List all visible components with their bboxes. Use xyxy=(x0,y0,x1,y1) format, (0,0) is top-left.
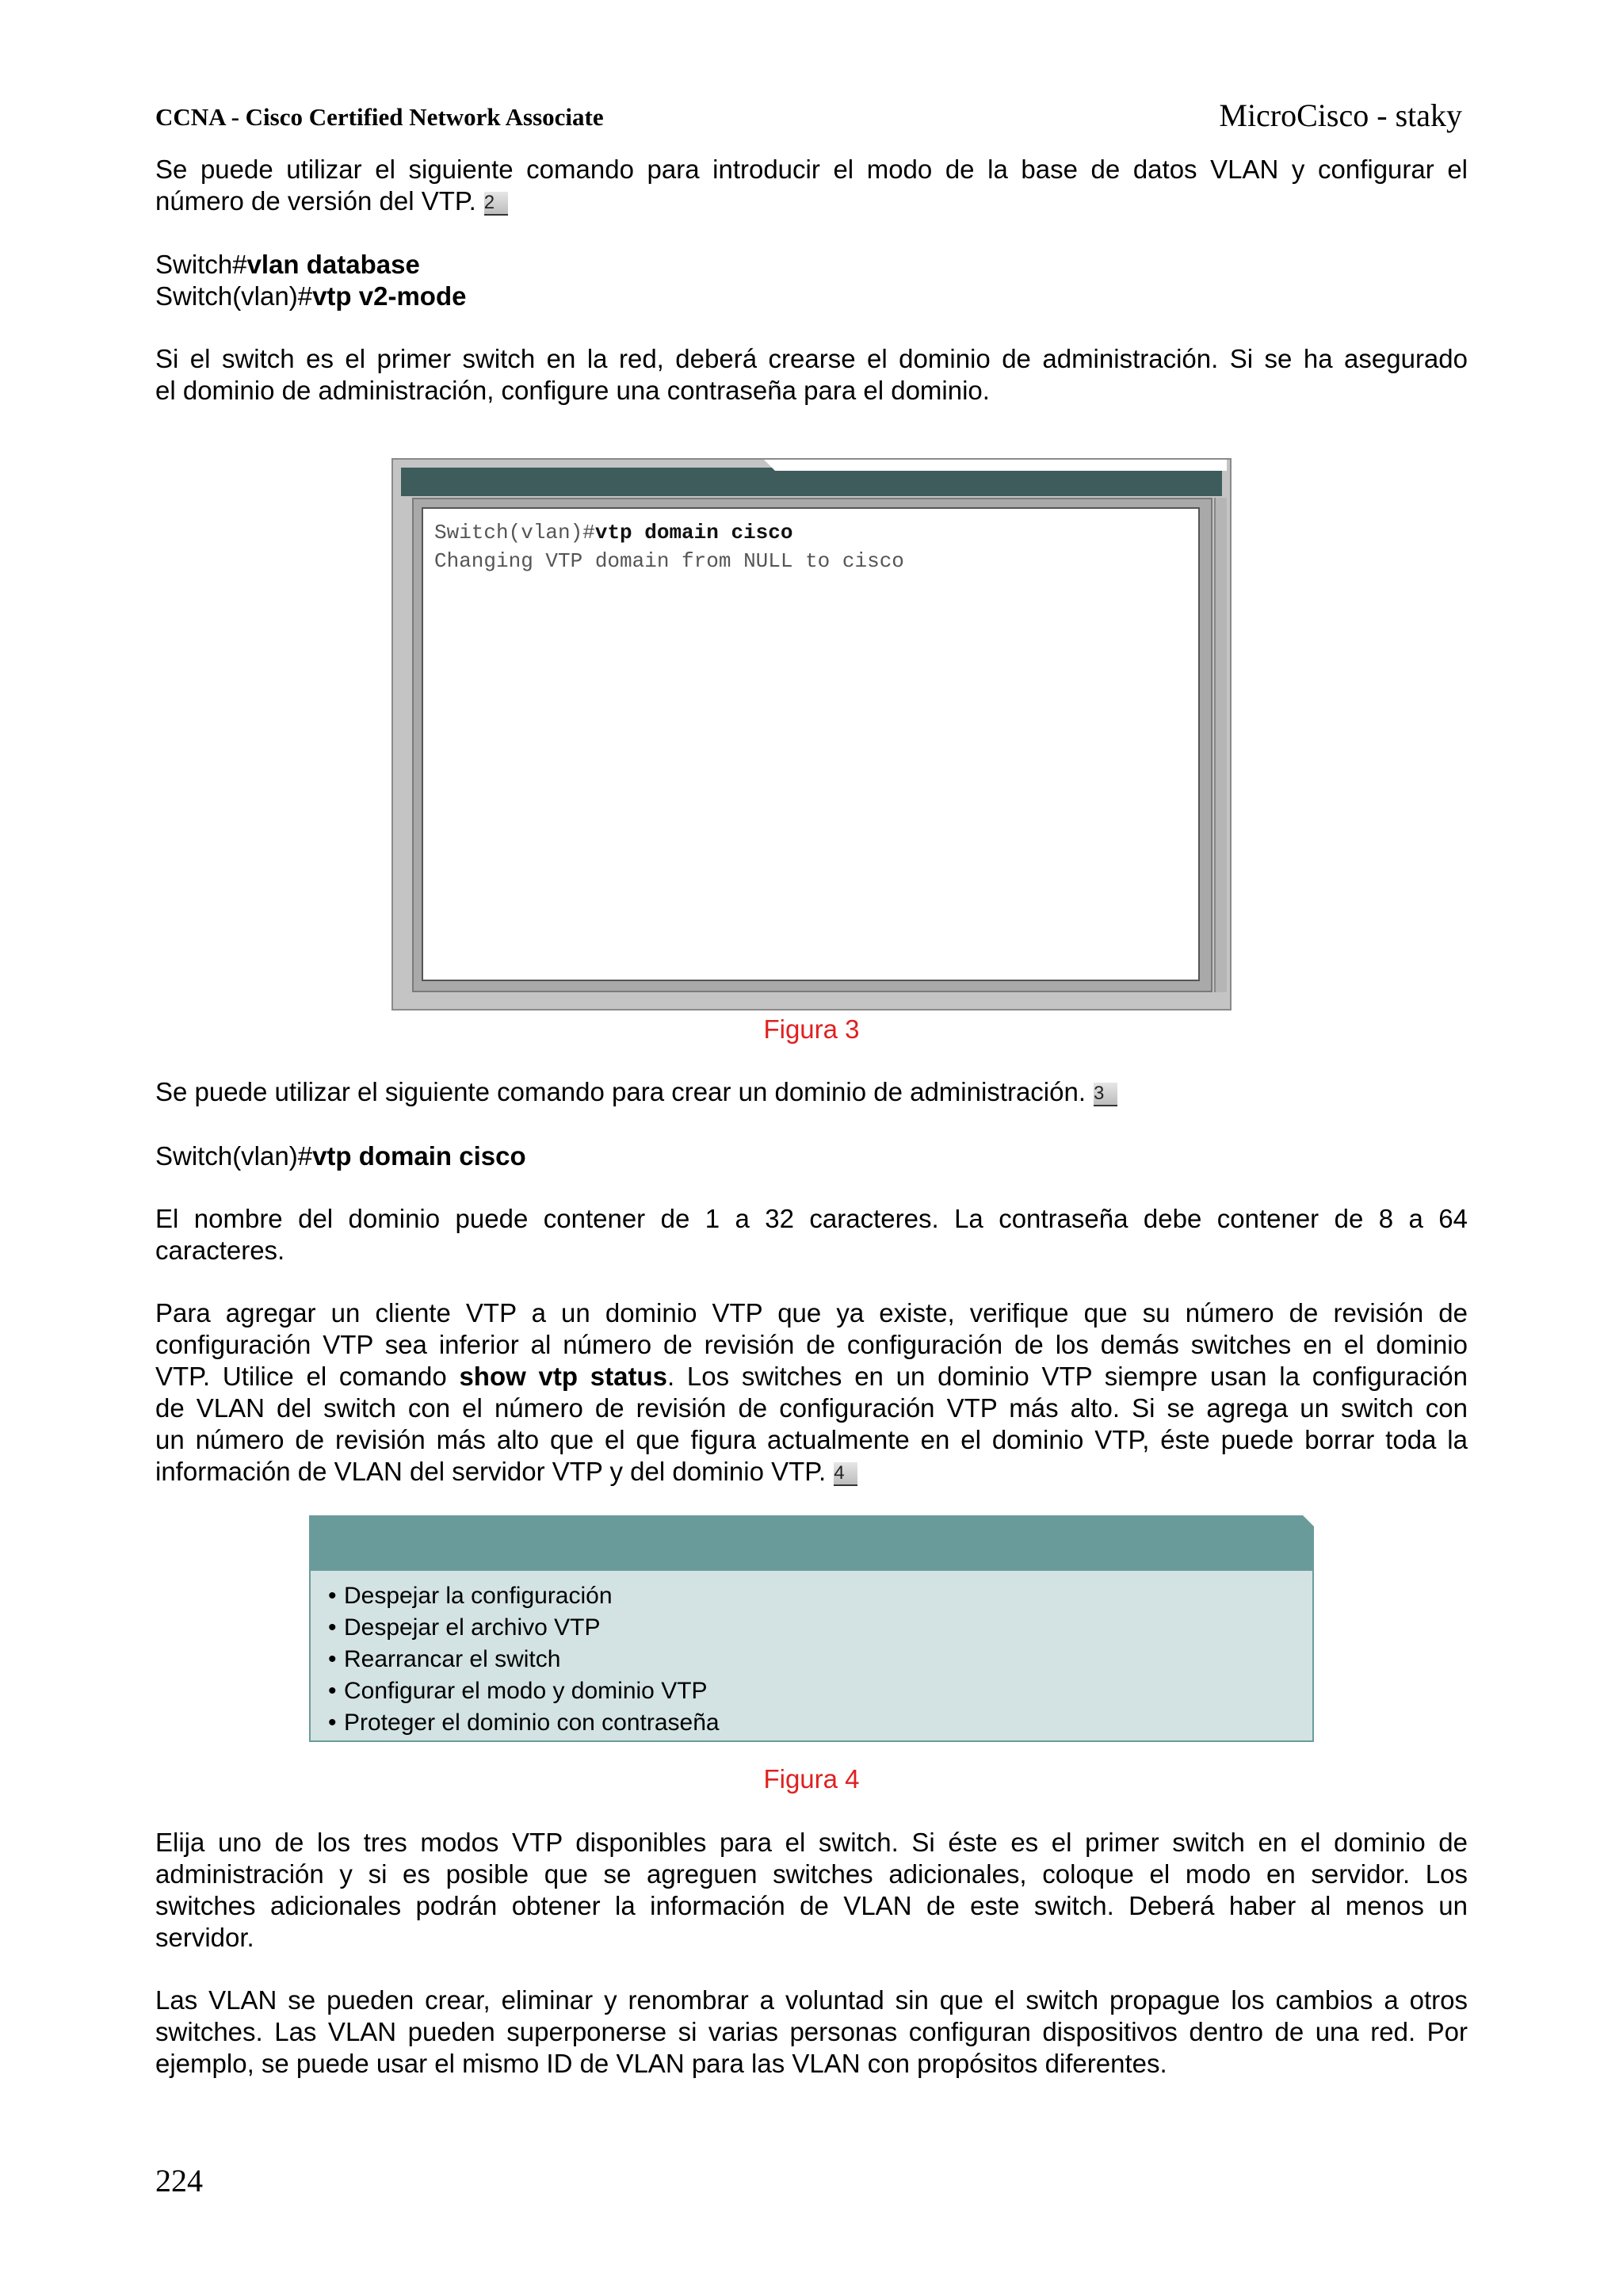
figure-4-steps-list xyxy=(309,1515,1314,1742)
paragraph-vlan-overlap xyxy=(155,1985,1468,2080)
figure-3-caption: Figura 3 xyxy=(763,1014,860,1044)
list-item xyxy=(328,1675,720,1707)
text-line xyxy=(155,1076,1468,1108)
text-line: administración y si es posible que se agreguen switches adicionales, coloque el modo en servidor. Los xyxy=(155,1859,1468,1889)
terminal-response: Changing VTP domain from NULL to cisco xyxy=(434,549,904,573)
header-corner-cut xyxy=(1303,1515,1314,1526)
text-line-content: número de versión del VTP. xyxy=(155,186,476,216)
paragraph-add-vtp-client xyxy=(155,1297,1468,1488)
list-item xyxy=(328,1707,720,1739)
titlebar-notch xyxy=(775,460,1227,471)
terminal-frame xyxy=(412,498,1212,992)
list-item xyxy=(328,1580,720,1612)
inline-command: show vtp status xyxy=(459,1362,667,1391)
list-item-text: Despejar la configuración xyxy=(344,1583,613,1609)
text-line: servidor. xyxy=(155,1923,254,1952)
terminal-output xyxy=(434,518,904,575)
bullet: • xyxy=(328,1614,337,1641)
paragraph-vlan-database-intro xyxy=(155,154,1468,217)
terminal-prompt: Switch(vlan)# xyxy=(434,521,595,544)
text-line: configuración VTP sea inferior al número de revisión de configuración de los demás switches en el dominio xyxy=(155,1330,1468,1359)
figure-ref-button[interactable]: 2 xyxy=(484,192,508,216)
text-line: caracteres. xyxy=(155,1236,285,1265)
list-item-text: Configurar el modo y dominio VTP xyxy=(344,1678,708,1704)
header-brand: MicroCisco - staky xyxy=(1219,97,1462,133)
text-line: Elija uno de los tres modos VTP disponibles para el switch. Si éste es el primer switch en el dominio de xyxy=(155,1828,1468,1857)
bullet: • xyxy=(328,1678,337,1704)
command-prompt: Switch# xyxy=(155,250,247,279)
text-line: ejemplo, se puede usar el mismo ID de VLAN para las VLAN con propósitos diferentes. xyxy=(155,2049,1167,2078)
terminal-command: vtp domain cisco xyxy=(594,521,793,544)
text-line: Para agregar un cliente VTP a un dominio VTP que ya existe, verifique que su número de revisión de xyxy=(155,1298,1468,1328)
text-line: El nombre del dominio puede contener de 1 a 32 caracteres. La contraseña debe contener de 8 a 64 xyxy=(155,1204,1468,1233)
bullet: • xyxy=(328,1583,337,1609)
terminal-screen xyxy=(422,507,1200,981)
command-line-vtp-v2-mode xyxy=(155,281,466,312)
text-line: Se puede utilizar el siguiente comando para introducir el modo de la base de datos VLAN y configurar el xyxy=(155,155,1468,184)
command-line-vlan-database xyxy=(155,249,420,281)
command-text: vlan database xyxy=(246,250,420,279)
text-line-content: . Los switches en un dominio VTP siempre usan la configuración xyxy=(667,1362,1468,1391)
terminal-titlebar xyxy=(401,468,1222,496)
text-line: un número de revisión más alto que el que figura actualmente en el dominio VTP, éste puede borrar toda la xyxy=(155,1425,1468,1454)
list-item-text: Despejar el archivo VTP xyxy=(344,1614,601,1641)
page-number: 224 xyxy=(155,2163,203,2199)
paragraph-domain-name-limits xyxy=(155,1203,1468,1266)
command-line-vtp-domain xyxy=(155,1140,526,1172)
text-line xyxy=(155,1456,1468,1488)
list-header-band xyxy=(309,1515,1314,1571)
terminal-scrollbar[interactable] xyxy=(1214,498,1227,992)
text-line: Las VLAN se pueden crear, eliminar y renombrar a voluntad sin que el switch propague los cambios a otros xyxy=(155,1985,1468,2015)
text-line: switches. Las VLAN pueden superponerse si varias personas configuran dispositivos dentro de una red. Por xyxy=(155,2017,1468,2046)
steps-list xyxy=(328,1580,720,1739)
paragraph-vtp-modes xyxy=(155,1827,1468,1954)
text-line-content: VTP. Utilice el comando xyxy=(155,1362,460,1391)
command-prompt: Switch(vlan)# xyxy=(155,281,313,311)
list-item xyxy=(328,1612,720,1644)
text-line-content: información de VLAN del servidor VTP y del dominio VTP. xyxy=(155,1457,827,1486)
bullet: • xyxy=(328,1646,337,1672)
list-item-text: Proteger el dominio con contraseña xyxy=(344,1710,720,1736)
text-line-content: Se puede utilizar el siguiente comando para crear un dominio de administración. xyxy=(155,1077,1086,1106)
figure-3-terminal xyxy=(391,458,1232,1010)
paragraph-domain-admin xyxy=(155,343,1468,407)
text-line: de VLAN del switch con el número de revisión de configuración VTP más alto. Si se agrega un switch con xyxy=(155,1393,1468,1423)
text-line: switches adicionales podrán obtener la información de VLAN de este switch. Deberá haber al menos un xyxy=(155,1891,1468,1920)
list-body xyxy=(309,1571,1314,1742)
command-text: vtp v2-mode xyxy=(312,281,467,311)
paragraph-create-domain xyxy=(155,1076,1468,1108)
header-title: CCNA - Cisco Certified Network Associate xyxy=(155,103,604,131)
command-prompt: Switch(vlan)# xyxy=(155,1141,313,1171)
figure-ref-button[interactable]: 4 xyxy=(834,1462,857,1486)
command-text: vtp domain cisco xyxy=(312,1141,526,1171)
figure-ref-button[interactable]: 3 xyxy=(1094,1083,1117,1106)
list-item-text: Rearrancar el switch xyxy=(344,1646,561,1672)
text-line xyxy=(155,1361,1468,1392)
bullet: • xyxy=(328,1710,337,1736)
list-item xyxy=(328,1644,720,1675)
text-line: el dominio de administración, configure una contraseña para el dominio. xyxy=(155,376,990,405)
text-line xyxy=(155,185,1468,217)
figure-4-caption: Figura 4 xyxy=(763,1764,860,1794)
text-line: Si el switch es el primer switch en la red, deberá crearse el dominio de administración. Si se ha asegurado xyxy=(155,344,1468,373)
